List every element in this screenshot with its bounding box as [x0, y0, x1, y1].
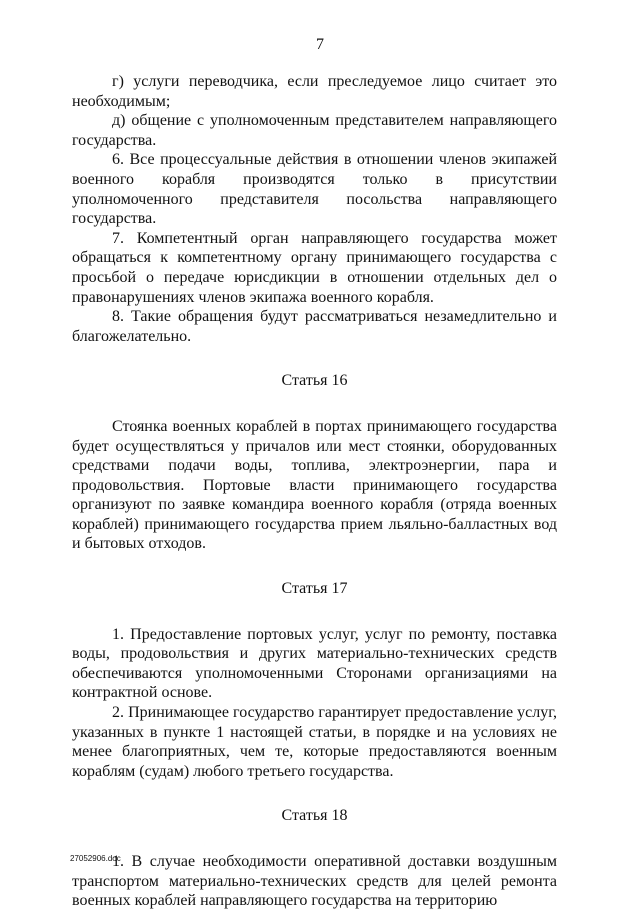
file-name-footer: 27052906.doc — [70, 854, 121, 863]
paragraph: 2. Принимающее государство гарантирует предоставление услуг, указанных в пункте 1 настоящей статьи, в порядке и на условиях не менее благоприятных, чем те, которые предоставляются военным кораблям (судам) любого третьего государства. — [72, 704, 557, 780]
paragraph: г) услуги переводчика, если преследуемое лицо считает это необходимым; — [72, 73, 557, 110]
document-body — [72, 72, 557, 911]
article-17-heading: Статья 17 — [281, 580, 348, 598]
paragraph: д) общение с уполномоченным представителем направляющего государства. — [72, 112, 557, 149]
page-number: 7 — [316, 36, 324, 53]
paragraph: Стоянка военных кораблей в портах принимающего государства будет осуществляться у причалов или мест стоянки, оборудованных средствами подачи воды, топлива, электроэнергии, пара и продовольствия. Портовые власти принимающего государства организуют по заявке командира военного корабля (отряда военных кораблей) принимающего государства прием льяльно-балластных вод и бытовых отходов. — [72, 417, 557, 553]
paragraph: 8. Такие обращения будут рассматриваться незамедлительно и благожелательно. — [72, 308, 557, 345]
paragraph: 1. В случае необходимости оперативной доставки воздушным транспортом материально-технических средств для целей ремонта военных кораблей направляющего государства на территорию — [72, 853, 557, 910]
article-16-heading: Статья 16 — [281, 372, 348, 390]
paragraph: 1. Предоставление портовых услуг, услуг по ремонту, поставка воды, продовольствия и других материально-технических средств обеспечиваются уполномоченными Сторонами организациями на контрактной основе. — [72, 625, 557, 702]
article-18-heading: Статья 18 — [281, 807, 348, 825]
paragraph: 7. Компетентный орган направляющего государства может обращаться к компетентному органу принимающего государства с просьбой о передаче юрисдикции в отношении отдельных дел о правонарушениях членов экипажа военного корабля. — [72, 229, 557, 306]
paragraph: 6. Все процессуальные действия в отношении членов экипажей военного корабля производятся только в присутствии уполномоченного представителя посольства направляющего государства. — [72, 151, 557, 228]
